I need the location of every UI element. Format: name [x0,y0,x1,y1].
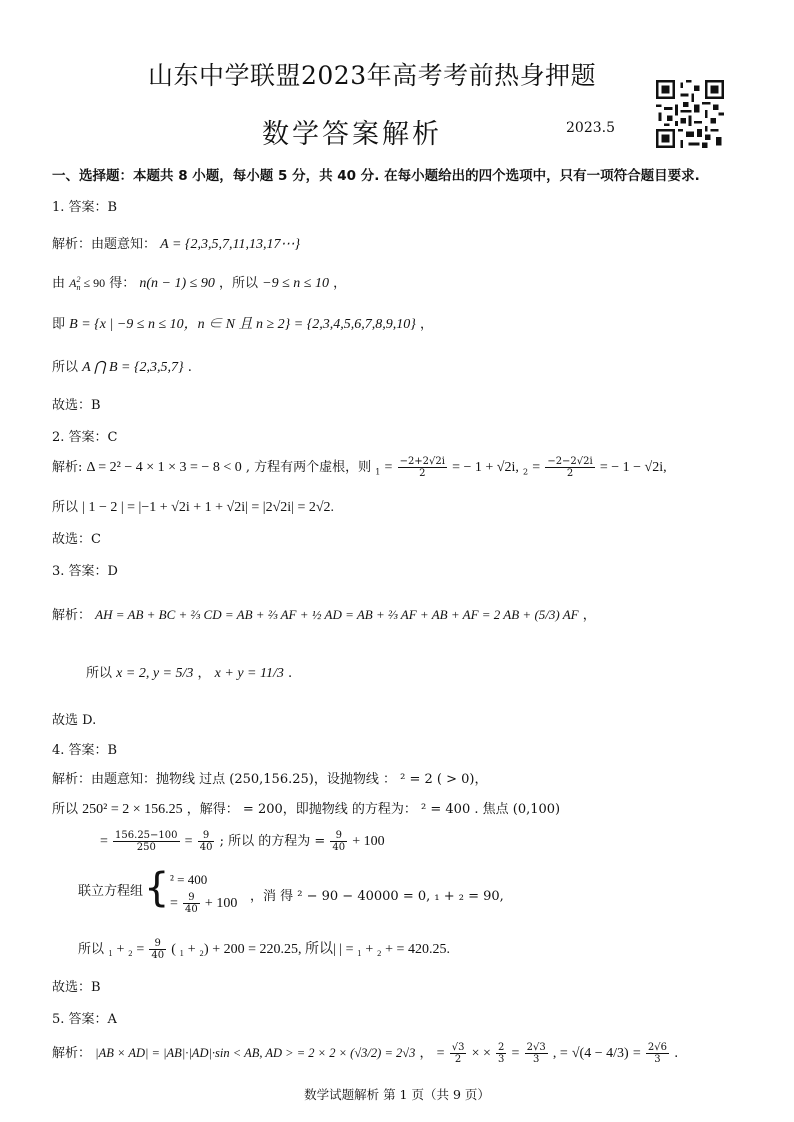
q4-answer: 4. 答案：B [52,743,118,758]
q5-line1: 解析： |AB × AD| = |AB|·|AD|·sin < AB, AD > = 2 × 2 × (√3/2) = 2√3 ， = $\frac{√3}{2}$ × × $\frac{2}{3}$ = $\frac{2√3}{3}$ , = √(4 − 4/3) = $\frac{2√6}{3}$ . [52,1042,679,1065]
q3-line2-label: 所以 [86,666,113,681]
section-heading: 一、选择题：本题共 8 小题，每小题 5 分，共 40 分. 在每小题给出的四个选项中，只有一项符合题目要求. [52,168,700,184]
q4-line1: 解析：由题意知：抛物线 过点 (250,156.25)，设抛物线 ： ² = 2 ( > 0)， [52,772,488,787]
q2-line1-label: 解析: [52,460,83,475]
q1-line4 [52,356,192,376]
q1-line1-label: 解析：由题意知： [52,237,157,252]
q4-line2 [52,798,560,818]
q2-root1-value: = − 1 + √2i, [452,460,519,475]
q4-line5: 所以 ₁ + ₂ = $\frac{9}{40}$ ( ₁ + ₂) + 200 = 220.25, 所以| | = ₁ + ₂ + = 420.25. [78,938,450,961]
page-footer: 数学试题解析 第 1 页（共 9 页） [304,1087,490,1102]
q4-line2-rest: ，解得： = 200，即抛物线 的方程为： ² = 400 . 焦点 (0,100) [186,802,561,817]
q1-line4-end: . [187,360,192,375]
q1-line3-end: ， [420,317,434,332]
q4-system-brace: { [144,865,170,911]
q2-root1-frac: $\frac{-2+2√2i}{2}$ [399,456,445,479]
q3-line1-label: 解析： [52,608,92,623]
q4-slope-frac: $\frac{156.25-100}{250}$ [115,830,178,853]
q5-cross-product: |AB × AD| = |AB|·|AD|·sin < AB, AD > = 2 × 2 × (√3/2) = 2√3 [95,1046,416,1060]
q1-line2-mid: 得： [109,276,136,291]
q4-final: 故选：B [52,980,101,995]
q1-answer: 1. 答案：B [52,200,118,215]
q3-line1-end: ， [582,608,596,623]
q4-line-slope: $\frac{9}{40}$ [332,830,346,853]
q3-line2-end: . [288,666,293,681]
q1-line2-label: 由 [52,276,66,291]
q1-line1-math: A = {2,3,5,7,11,13,17⋯} [160,237,301,252]
q2-discriminant: Δ = 2² − 4 × 1 × 3 = − 8 < 0 [86,460,242,475]
q1-line2-end: ， [333,276,347,291]
document-subtitle: 数学答案解析 [262,119,442,150]
q2-answer: 2. 答案：C [52,430,118,445]
q2-root2-sub: 2 [523,467,529,477]
q3-line1 [52,604,596,623]
q2-line1: 解析: Δ = 2² − 4 × 1 × 3 = − 8 < 0 , 方程有两个虚根，则 $_1$ = $\frac{-2+2√2i}{2}$ = − 1 + √2i, $_2$ = $\frac{-2-2√2i}{2}$ = − 1 − √2i, [52,456,667,479]
q4-line5-rest: ( ₁ + ₂) + 200 = 220.25, 所以| | = ₁ + ₂ + = 420.25. [171,942,450,957]
q5-sqrt: √(4 − 4/3) [571,1046,629,1061]
q2-root2-value: = − 1 − √2i, [599,460,667,475]
q2-line1-mid: , 方程有两个虚根，则 [245,460,372,475]
q4-slope-value: $\frac{9}{40}$ [199,830,213,853]
q5-answer: 5. 答案：A [52,1012,117,1027]
q1-line4-label: 所以 [52,360,79,375]
q4-line2-label: 所以 [52,802,79,817]
q4-line3-end: + 100 [352,834,385,849]
q1-line3-label: 即 [52,317,66,332]
q1-line2-math: n(n − 1) ≤ 90 [139,276,215,291]
document-title: 山东中学联盟2023年高考考前热身押题 [148,61,597,90]
q3-final: 故选 D. [52,713,97,728]
q3-line2-math2: x + y = 11/3 [214,666,284,681]
q2-root2-frac: $\frac{-2-2√2i}{2}$ [547,456,593,479]
q1-line4-math: A ⋂ B = {2,3,5,7} [82,360,184,375]
q4-system-label: 联立方程组 [78,884,144,899]
q4-line5-frac: $\frac{9}{40}$ [151,938,165,961]
q3-line2 [86,662,292,682]
q2-line2 [52,496,334,516]
q1-line2-math2: −9 ≤ n ≤ 10 [262,276,329,291]
q2-line2-math: | 1 − 2 | = |−1 + √2i + 1 + √2i| = |2√2i| = 2√2. [82,500,335,515]
q1-arrangement-ineq: ≤ 90 [83,276,106,290]
q4-system-rest: ，消 得 ² − 90 − 40000 = 0, ₁ + ₂ = 90, [250,889,504,904]
q3-line2-math: x = 2, y = 5/3 [116,666,194,681]
q1-final: 故选：B [52,398,101,413]
q2-line2-label: 所以 [52,500,79,515]
q2-root1-sub: 1 [375,467,381,477]
q4-system-row1: ² = 400 [170,872,208,887]
q5-line1-label: 解析： [52,1046,92,1061]
q4-system-row2: = $\frac{9}{40}$ + 100 [170,892,238,915]
q1-line2-mid2: ，所以 [219,276,259,291]
qr-code-icon [656,80,724,148]
q1-line3 [52,313,433,333]
q4-line3: = $\frac{156.25-100}{250}$ = $\frac{9}{40}$ ; 所以 的方程为 = $\frac{9}{40}$ + 100 [100,830,385,853]
document-date: 2023.5 [566,120,615,136]
q4-line5-label: 所以 [78,942,105,957]
q4-line2-math: 250² = 2 × 156.25 [82,802,183,817]
q3-line2-mid: ， [197,666,211,681]
q3-answer: 3. 答案：D [52,564,118,579]
q1-line3-math: B = {x | −9 ≤ n ≤ 10，n ∈ N 且 n ≥ 2} = {2,3,4,5,6,7,8,9,10} [69,317,416,332]
q3-vector-equation: AH = AB + BC + ⅔ CD = AB + ⅔ AF + ½ AD = AB + ⅔ AF + AB + AF = 2 AB + (5/3) AF [95,607,579,622]
q2-final: 故选：C [52,532,101,547]
q1-line1 [52,233,300,253]
q1-arrangement-symbol: $A^2_n$ [69,275,81,293]
q1-line2 [52,272,346,292]
q4-line3-mid: ; 所以 的方程为 = [219,834,326,849]
